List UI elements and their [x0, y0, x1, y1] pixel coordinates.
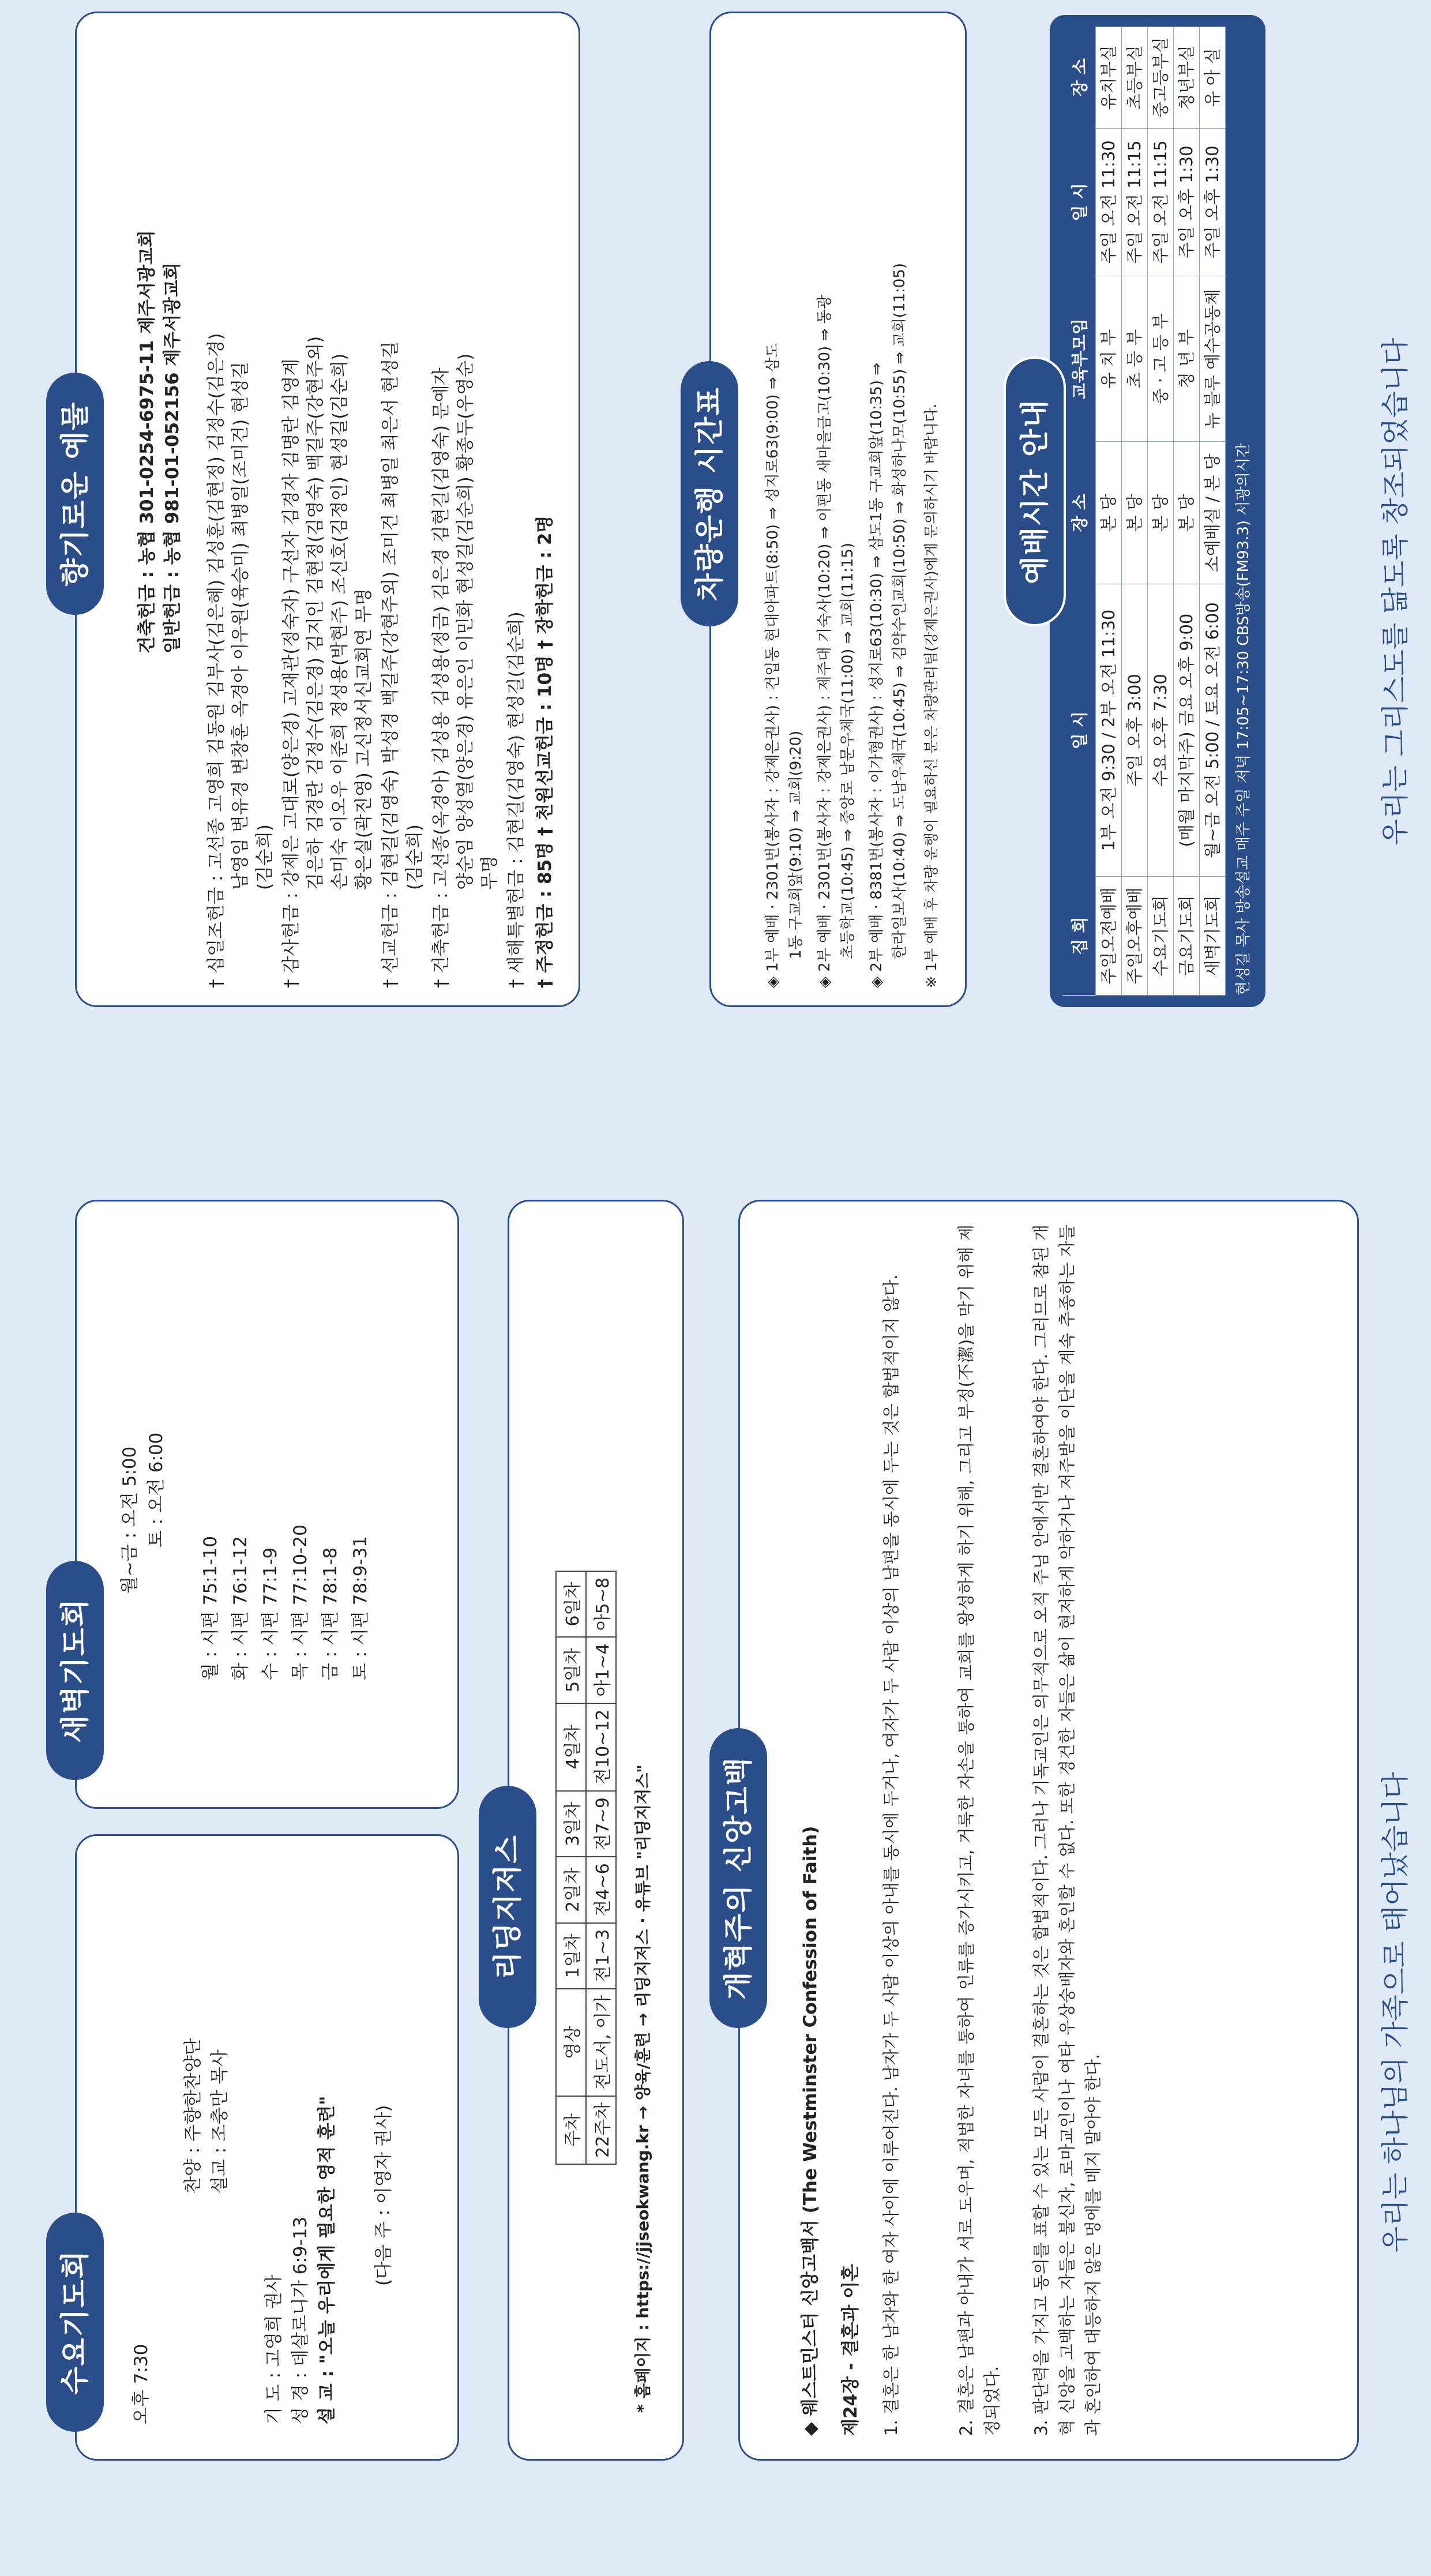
table-header: 4일차	[556, 1703, 586, 1791]
dawn-reading: 목 : 시편 77:10-20	[290, 1524, 311, 1680]
dawn-prayer-title: 새벽기도회	[46, 1561, 104, 1780]
table-header: 주차	[556, 2096, 586, 2164]
offering-line: 무명	[479, 855, 500, 890]
table-row	[1148, 27, 1174, 996]
table-cell: 주일 오전 11:15	[1148, 128, 1174, 276]
table-cell: 뉴 블루 예수공동체	[1200, 276, 1226, 441]
offering-line: † 감사헌금 : 강제은 고대로(양은경) 고재관(정숙자) 구선자 김경자 김명란 김영계	[281, 358, 302, 988]
table-cell: 청년부실	[1174, 27, 1200, 129]
dawn-reading: 월 : 시편 75:1-10	[200, 1535, 221, 1680]
table-header: 영상	[556, 1989, 586, 2096]
bus-line: 1동 구교회앞(9:10) ⇒ 교회(9:20)	[787, 730, 805, 959]
table-cell: 본 당	[1148, 442, 1174, 584]
table-cell: 1부 오전 9:30 / 2부 오전 11:30	[1096, 584, 1122, 877]
table-cell: 주일오전예배	[1096, 876, 1122, 995]
table-cell: 새벽기도회	[1200, 876, 1226, 995]
table-cell: 중 · 고 등 부	[1148, 276, 1174, 441]
dawn-schedule-saturday: 토 : 오전 6:00	[146, 1432, 167, 1548]
offering-panel	[75, 12, 580, 1007]
table-cell: 초등부실	[1122, 27, 1148, 129]
creed-item: 2. 결혼은 남편과 아내가 서로 도우며, 적법한 자녀를 통하여 인류를 증가시키고, 거룩한 자손을 통하여 교회를 왕성하게 하기 위해, 그리고 부정(不潔)을 막기 위해 제정되었다.	[956, 1225, 1002, 2436]
table-cell: 주일 오후 1:30	[1200, 128, 1226, 276]
table-header: 3일차	[556, 1791, 586, 1857]
bus-line: ◈ 1부 예배 · 2301번(봉사자 : 강제은권사) : 건입동 현대아파트(8:50) ⇒ 성지로63(9:00) ⇒ 삼도	[764, 343, 782, 988]
creed-item: 1. 결혼은 한 남자와 한 여자 사이에 이루어진다. 남자가 두 사람 이상의 아내를 동시에 두거나, 여자가 두 사람 이상의 남편을 동시에 두는 것은 합법적이지 않다.	[881, 1274, 901, 2436]
dawn-reading: 토 : 시편 78:9-31	[350, 1535, 371, 1680]
table-cell: 수요기도회	[1148, 876, 1174, 995]
creed-panel	[738, 1200, 1359, 2461]
table-header-row	[556, 1571, 586, 2164]
table-header: 집 회	[1062, 876, 1096, 995]
table-cell: 22주차	[586, 2096, 616, 2164]
table-header: 6일차	[556, 1571, 586, 1637]
table-cell: 수요 오후 7:30	[1148, 584, 1174, 877]
wed-prayer: 기 도 : 고영희 권사	[264, 2274, 284, 2424]
creed-heading: ◆ 웨스트민스터 신앙고백서 (The Westminster Confession of Faith)	[800, 1826, 821, 2436]
offering-line: 김은하 김경란 김정수(김은경) 김지인 김현정(김영숙) 백길주(강현주외)	[305, 336, 326, 890]
offering-line: † 십일조헌금 : 고선종 고영희 김동원 김부사(김은혜) 김성훈(김현정) 김정수(김은경)	[206, 333, 227, 988]
table-cell: 본 당	[1096, 442, 1122, 584]
table-cell: 주일 오후 1:30	[1174, 128, 1200, 276]
reading-homepage-link[interactable]: * 홈페이지 : https://jjseokwang.kr → 양육/훈련 → 리딩지저스 · 유튜브 "리딩지저스"	[633, 1764, 652, 2413]
table-cell: 주일 오전 11:30	[1096, 128, 1122, 276]
dawn-prayer-panel	[75, 1200, 459, 1809]
table-cell: 주일 오전 11:15	[1122, 128, 1148, 276]
offering-line: 남영임 변유경 변창훈 옥경아 이우원(육승미) 최병일(조미건) 현성길	[230, 361, 251, 890]
table-row	[1122, 27, 1148, 996]
bus-line: 한라일보사(10:40) ⇒ 도남우체국(10:45) ⇒ 김약수인교회(10:50) ⇒ 화성하나모(10:55) ⇒ 교회(11:05)	[891, 262, 908, 959]
table-cell: 아1~4	[586, 1637, 616, 1703]
table-row	[1200, 27, 1226, 996]
dawn-schedule-weekday: 월~금 : 오전 5:00	[119, 1446, 140, 1594]
dawn-reading: 금 : 시편 78:1-8	[320, 1547, 341, 1680]
offering-account: 건축헌금 : 농협 301-0254-6975-11 제주서광교회	[137, 230, 157, 654]
table-cell: 본 당	[1174, 442, 1200, 584]
motto-christ: 우리는 그리스도를 닮도록 창조되었습니다	[1379, 337, 1411, 846]
wed-time: 오후 7:30	[131, 2344, 152, 2424]
table-header: 5일차	[556, 1637, 586, 1703]
offering-account: 일반헌금 : 농협 981-01-052156 제주서광교회	[162, 262, 183, 654]
creed-chapter: 제24장 - 결혼과 이혼	[840, 2263, 861, 2436]
offering-line: † 주정헌금 : 85명 † 천원선교헌금 : 10명 † 장학헌금 : 2명	[535, 515, 555, 988]
offering-line: 손미숙 이오우 이준희 정성용(박현주) 조신호(김정인) 현성길(김순희)	[329, 353, 350, 890]
bus-line: 초등학교(10:45) ⇒ 중앙로 남문우체국(11:00) ⇒ 교회(11:15)	[839, 542, 857, 959]
table-header: 일 시	[1062, 128, 1096, 276]
table-cell: 본 당	[1122, 442, 1148, 584]
table-cell: 유치부실	[1096, 27, 1122, 129]
table-cell: 유 치 부	[1096, 276, 1122, 441]
creed-title: 개혁주의 신앙고백	[709, 1728, 767, 2028]
reading-jesus-title: 리딩지저스	[479, 1786, 536, 2028]
worship-schedule-table	[1062, 27, 1226, 996]
wed-note: (다음 주 : 이영자 권사)	[373, 2105, 394, 2286]
table-header: 1일차	[556, 1923, 586, 1989]
wed-scripture: 성 경 : 데살로니가 6:9-13	[290, 2216, 311, 2424]
table-cell: 유 아 실	[1200, 27, 1226, 129]
table-cell: (매월 마지막주) 금요 오후 9:00	[1174, 584, 1200, 877]
table-cell: 월~금 오전 5:00 / 토요 오전 6:00	[1200, 584, 1226, 877]
offering-line: (김순희)	[404, 824, 425, 890]
table-header: 교육부모임	[1062, 276, 1096, 441]
table-cell: 금요기도회	[1174, 876, 1200, 995]
table-cell: 전1~3	[586, 1923, 616, 1989]
creed-item: 3. 판단력을 가지고 동의를 표할 수 있는 모든 사람이 결혼하는 것은 합법적이다. 그러나 기독교인은 의무적으로 오직 주님 안에서만 결혼하여야 한다. 그러므로 참된 개혁 신앙을 고백하는 자들은 불신자, 로마교인이나 여타 우상숭배자와 혼인할 수 없다. 또한 경건한 자들은 삶이 현저하게 악하거나 저주받을 이단을 계속 추종하는 자들과 혼인하여 대등하지 않은 멍에를 메지 말아야 한다.	[1031, 1225, 1103, 2436]
table-cell: 전4~6	[586, 1857, 616, 1922]
table-cell: 주일 오후 3:00	[1122, 584, 1148, 877]
offering-line: † 새해특별헌금 : 김현길(김영숙) 현성길(김순희)	[506, 611, 527, 988]
table-cell: 소예배실 / 본 당	[1200, 442, 1226, 584]
bus-panel	[709, 12, 967, 1007]
wed-praise: 찬양 : 주향한찬양단	[183, 2038, 204, 2194]
bus-line: ◈ 2부 예배 · 2301번(봉사자 : 강제은권사) : 제주대 기숙사(10:20) ⇒ 이편동 새마을금고(10:30) ⇒ 동광	[816, 295, 833, 988]
worship-schedule-box	[1050, 15, 1265, 1007]
dawn-reading: 수 : 시편 77:1-9	[260, 1547, 281, 1680]
worship-title: 예배시간 안내	[1004, 356, 1066, 626]
offering-title: 향기로운 예물	[46, 373, 104, 615]
table-cell: 주일오후예배	[1122, 876, 1148, 995]
offering-line: 양순임 양성열(양은경) 유은인 이민화 현성길(김순희) 황종두(우영순)	[455, 353, 476, 890]
table-header: 2일차	[556, 1857, 586, 1922]
table-cell: 청 년 부	[1174, 276, 1200, 441]
table-row	[1174, 27, 1200, 996]
bus-title: 차량운행 시간표	[681, 361, 738, 626]
table-cell: 전10~12	[586, 1703, 616, 1791]
table-header: 장 소	[1062, 442, 1096, 584]
bus-line: ※ 1부 예배 후 차량 운행이 필요하신 분은 차량관리팀(강제은권사)에게 문의하시기 바랍니다.	[923, 403, 940, 988]
offering-line: 황은실(곽진영) 고신정서신교회연 무명	[354, 588, 374, 890]
wednesday-prayer-panel	[75, 1834, 459, 2461]
wed-subject: 설 교 : "오늘 우리에게 필요한 영적 훈련"	[317, 2096, 337, 2424]
dawn-reading: 화 : 시편 76:1-12	[230, 1535, 251, 1680]
table-cell: 초 등 부	[1122, 276, 1148, 441]
reading-schedule-table	[555, 1571, 617, 2165]
table-cell: 전7~9	[586, 1791, 616, 1857]
table-cell: 아5~8	[586, 1571, 616, 1637]
table-cell: 중고등부실	[1148, 27, 1174, 129]
table-header: 일 시	[1062, 584, 1096, 877]
table-header: 장 소	[1062, 27, 1096, 129]
bus-line: ◈ 2부 예배 · 8381번(봉사자 : 이가형권사) : 성지로63(10:30) ⇒ 삼도1동 구교회앞(10:35) ⇒	[868, 362, 885, 988]
broadcast-note: 현성길 목사 방송설교 매주 주일 저녁 17:05~17:30 CBS방송(FM93.3) 서광의시간	[1235, 443, 1252, 996]
table-header-row	[1062, 27, 1096, 996]
offering-line: (김순희)	[254, 824, 275, 890]
table-row	[586, 1571, 616, 2164]
table-cell: 전도서, 이가	[586, 1989, 616, 2096]
table-row	[1096, 27, 1122, 996]
wed-sermon: 설교 : 조충만 목사	[209, 2049, 230, 2194]
wednesday-prayer-title: 수요기도회	[46, 2213, 104, 2432]
offering-line: † 건축헌금 : 고선종(옥경아) 김성용 김성용(정금) 김은경 김현길(김영숙) 문예자	[431, 367, 452, 988]
motto-family: 우리는 하나님의 가족으로 태어났습니다	[1379, 1771, 1411, 2253]
offering-line: † 선교헌금 : 김현길(김영숙) 박성경 백길주(강현주외) 조미건 최병일 최은서 현성길	[380, 341, 401, 988]
